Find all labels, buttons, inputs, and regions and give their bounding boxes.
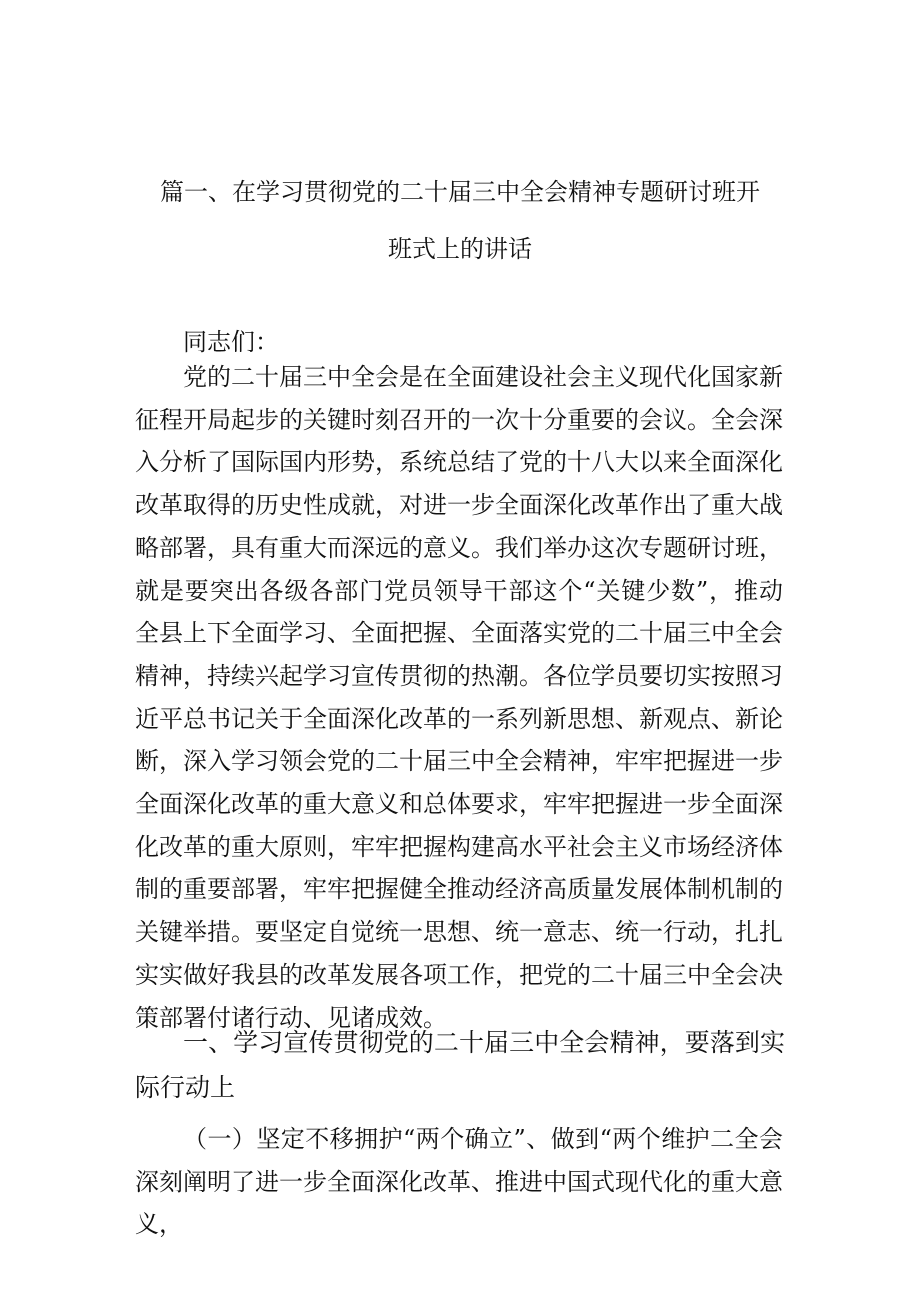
salutation: 同志们： [183,328,279,356]
paragraph-intro: 党的二十届三中全会是在全面建设社会主义现代化国家新征程开局起步的关键时刻召开的一次十分重要的会议。全会深入分析了国际国内形势，系统总结了党的十八大以来全面深化改革取得的历史性成就，对进一步全面深化改革作出了重大战略部署，具有重大而深远的意义。我们举办这次专题研讨班，就是要突出各级各部门党员领导干部这个“关键少数”，推动全县上下全面学习、全面把握、全面落实党的二十届三中全会精神，持续兴起学习宣传贯彻的热潮。各位学员要切实按照习近平总书记关于全面深化改革的一系列新思想、新观点、新论断，深入学习领会党的二十届三中全会精神，牢牢把握进一步全面深化改革的重大意义和总体要求，牢牢把握进一步全面深化改革的重大原则，牢牢把握构建高水平社会主义市场经济体制的重要部署，牢牢把握健全推动经济高质量发展体制机制的关键举措。要坚定自觉统一思想、统一意志、统一行动，扎扎实实做好我县的改革发展各项工作，把党的二十届三中全会决策部署付诸行动、见诸成效。 [135,363,783,1032]
document-title-line-1: 篇一、在学习贯彻党的二十届三中全会精神专题研讨班开 [160,178,760,206]
section-heading-1: 一、学习宣传贯彻党的二十届三中全会精神，要落到实际行动上 [135,1028,785,1102]
document-title-line-2: 班式上的讲话 [388,235,532,263]
paragraph-subsection-1: （一）坚定不移拥护“两个确立”、做到“两个维护二全会深刻阐明了进一步全面深化改革、推进中国式现代化的重大意义， [135,1125,783,1239]
